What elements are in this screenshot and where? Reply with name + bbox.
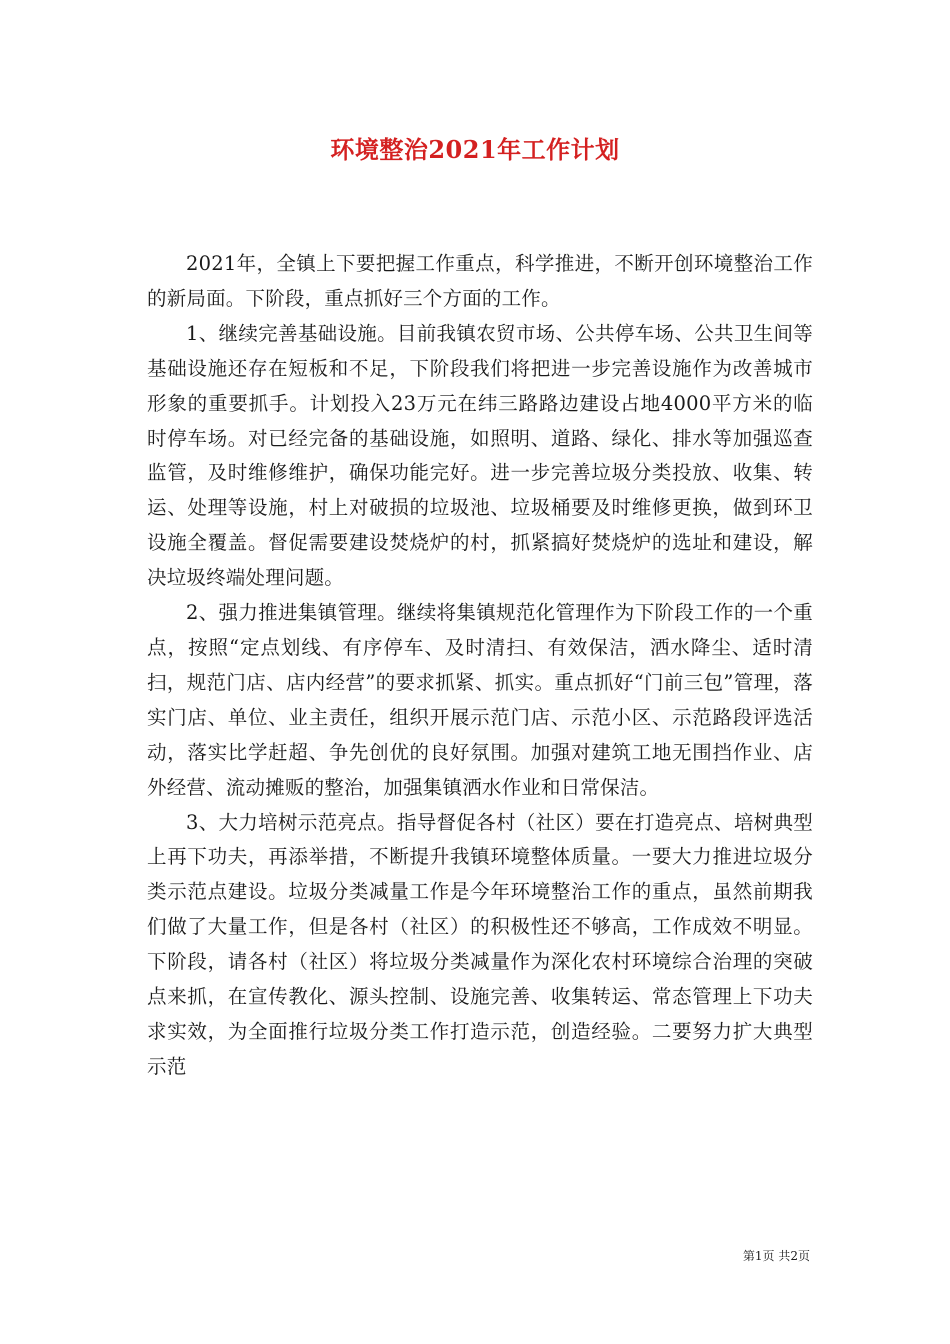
paragraph-intro: 2021年，全镇上下要把握工作重点，科学推进，不断开创环境整治工作的新局面。下阶段，重点抓好三个方面的工作。 bbox=[147, 252, 813, 310]
page-title: 环境整治2021年工作计划 bbox=[330, 135, 620, 164]
document-body bbox=[147, 247, 813, 1085]
paragraph-item-2: 2、强力推进集镇管理。继续将集镇规范化管理作为下阶段工作的一个重点，按照“定点划线、有序停车、及时清扫、有效保洁，洒水降尘、适时清扫，规范门店、店内经营”的要求抓紧、抓实。重点抓好“门前三包”管理，落实门店、单位、业主责任，组织开展示范门店、示范小区、示范路段评选活动，落实比学赶超、争先创优的良好氛围。加强对建筑工地无围挡作业、店外经营、流动摊贩的整治，加强集镇洒水作业和日常保洁。 bbox=[147, 601, 813, 799]
page-number-footer: 第1页 共2页 bbox=[742, 1249, 810, 1263]
paragraph-item-3: 3、大力培树示范亮点。指导督促各村（社区）要在打造亮点、培树典型上再下功夫，再添举措，不断提升我镇环境整体质量。一要大力推进垃圾分类示范点建设。垃圾分类减量工作是今年环境整治工作的重点，虽然前期我们做了大量工作，但是各村（社区）的积极性还不够高，工作成效不明显。下阶段，请各村（社区）将垃圾分类减量作为深化农村环境综合治理的突破点来抓，在宣传教化、源头控制、设施完善、收集转运、常态管理上下功夫求实效，为全面推行垃圾分类工作打造示范，创造经验。二要努力扩大典型示范 bbox=[147, 810, 813, 1078]
paragraph-item-1: 1、继续完善基础设施。目前我镇农贸市场、公共停车场、公共卫生间等基础设施还存在短板和不足，下阶段我们将把进一步完善设施作为改善城市形象的重要抓手。计划投入23万元在纬三路路边建设占地4000平方米的临时停车场。对已经完备的基础设施，如照明、道路、绿化、排水等加强巡查监管，及时维修维护，确保功能完好。进一步完善垃圾分类投放、收集、转运、处理等设施，村上对破损的垃圾池、垃圾桶要及时维修更换，做到环卫设施全覆盖。督促需要建设焚烧炉的村，抓紧搞好焚烧炉的选址和建设，解决垃圾终端处理问题。 bbox=[147, 321, 813, 590]
